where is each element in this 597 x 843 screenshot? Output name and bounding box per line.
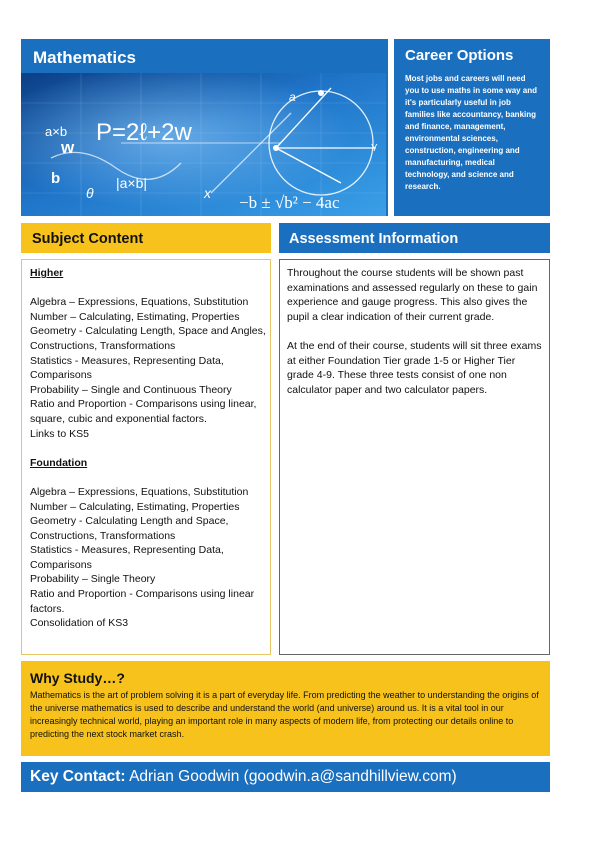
assessment-information-header: [279, 223, 550, 253]
why-study-title: Why Study…?: [30, 670, 125, 686]
theta-text: θ: [86, 185, 94, 201]
key-contact-value: Adrian Goodwin (goodwin.a@sandhillview.com): [129, 768, 457, 785]
key-contact-bar: [21, 762, 550, 792]
higher-item: Number – Calculating, Estimating, Properties: [30, 310, 240, 323]
math-formula-graphic: [21, 73, 388, 216]
subject-content-panel: [21, 259, 271, 655]
higher-item: Statistics - Measures, Representing Data, Comparisons: [30, 354, 224, 382]
higher-subheading: Higher: [30, 267, 64, 279]
higher-item: Algebra – Expressions, Equations, Substitution: [30, 296, 249, 309]
subject-content-title: Subject Content: [32, 231, 144, 247]
higher-item: Geometry - Calculating Length, Space and Angles, Constructions, Transformations: [30, 325, 266, 352]
foundation-item: Algebra – Expressions, Equations, Substitution: [30, 485, 249, 498]
foundation-item: Geometry - Calculating Length and Space, Constructions, Transformations: [30, 515, 229, 542]
product-text: a×b: [45, 124, 68, 139]
career-options-panel: [394, 39, 550, 216]
why-study-text: Mathematics is the art of problem solving it is a part of everyday life. From predicting the weather to understanding the origins of the universe mathematics is used to describe and understand the world (and universe) around us. It is a vital tool in our increasingly technical world, playing an important role in many aspects of modern life, from protecting our details online to predicting the next stock market crash.: [30, 690, 539, 739]
assessment-paragraph: Throughout the course students will be shown past examinations and assessed regularly on these to gain experience and gauge progress. This also gives the pupil a clear indication of their current grade.: [287, 267, 538, 323]
career-options-title: Career Options: [405, 47, 514, 64]
why-study-panel: [21, 661, 550, 756]
a-variable-text: a: [289, 90, 296, 104]
higher-item: Probability – Single and Continuous Theory: [30, 383, 232, 396]
mathematics-title: Mathematics: [33, 48, 136, 67]
mathematics-banner-image: [21, 73, 388, 216]
w-variable-text: w: [61, 138, 75, 157]
x-axis-label: x: [204, 185, 211, 201]
subject-content-header: [21, 223, 271, 253]
foundation-item: Number – Calculating, Estimating, Properties: [30, 500, 240, 513]
higher-item: Ratio and Proportion - Comparisons using linear, square, cubic and exponential factors.: [30, 398, 257, 425]
foundation-item: Statistics - Measures, Representing Data, Comparisons: [30, 544, 224, 571]
assessment-paragraph: At the end of their course, students will sit three exams at either Foundation Tier grade 1-5 or Higher Tier grade 4-9. These three tests consist of one non calculator paper and two calculator papers.: [287, 339, 542, 396]
mathematics-header: [21, 39, 388, 73]
key-contact-label: Key Contact:: [30, 768, 126, 785]
y-axis-label: Y: [371, 143, 378, 154]
perimeter-formula-text: P=2ℓ+2w: [96, 119, 192, 146]
foundation-item: Probability – Single Theory: [30, 573, 156, 586]
cross-product-text: |a×b|: [116, 175, 148, 191]
foundation-item: Ratio and Proportion - Comparisons using linear factors.: [30, 588, 255, 615]
quadratic-formula-text: −b ± √b² − 4ac: [239, 193, 340, 212]
higher-item: Links to KS5: [30, 427, 89, 440]
career-options-text: Most jobs and careers will need you to use maths in some way and it's particularly useful in job families like accountancy, banking and finance, management, environmental sciences, construction, engineering and manufacturing, medical technology, and science and research.: [405, 74, 538, 191]
foundation-item: Consolidation of KS3: [30, 617, 129, 630]
b-variable-text: b: [51, 170, 61, 187]
foundation-subheading: Foundation: [30, 456, 88, 469]
assessment-information-panel: [279, 259, 550, 655]
assessment-information-title: Assessment Information: [289, 231, 459, 247]
